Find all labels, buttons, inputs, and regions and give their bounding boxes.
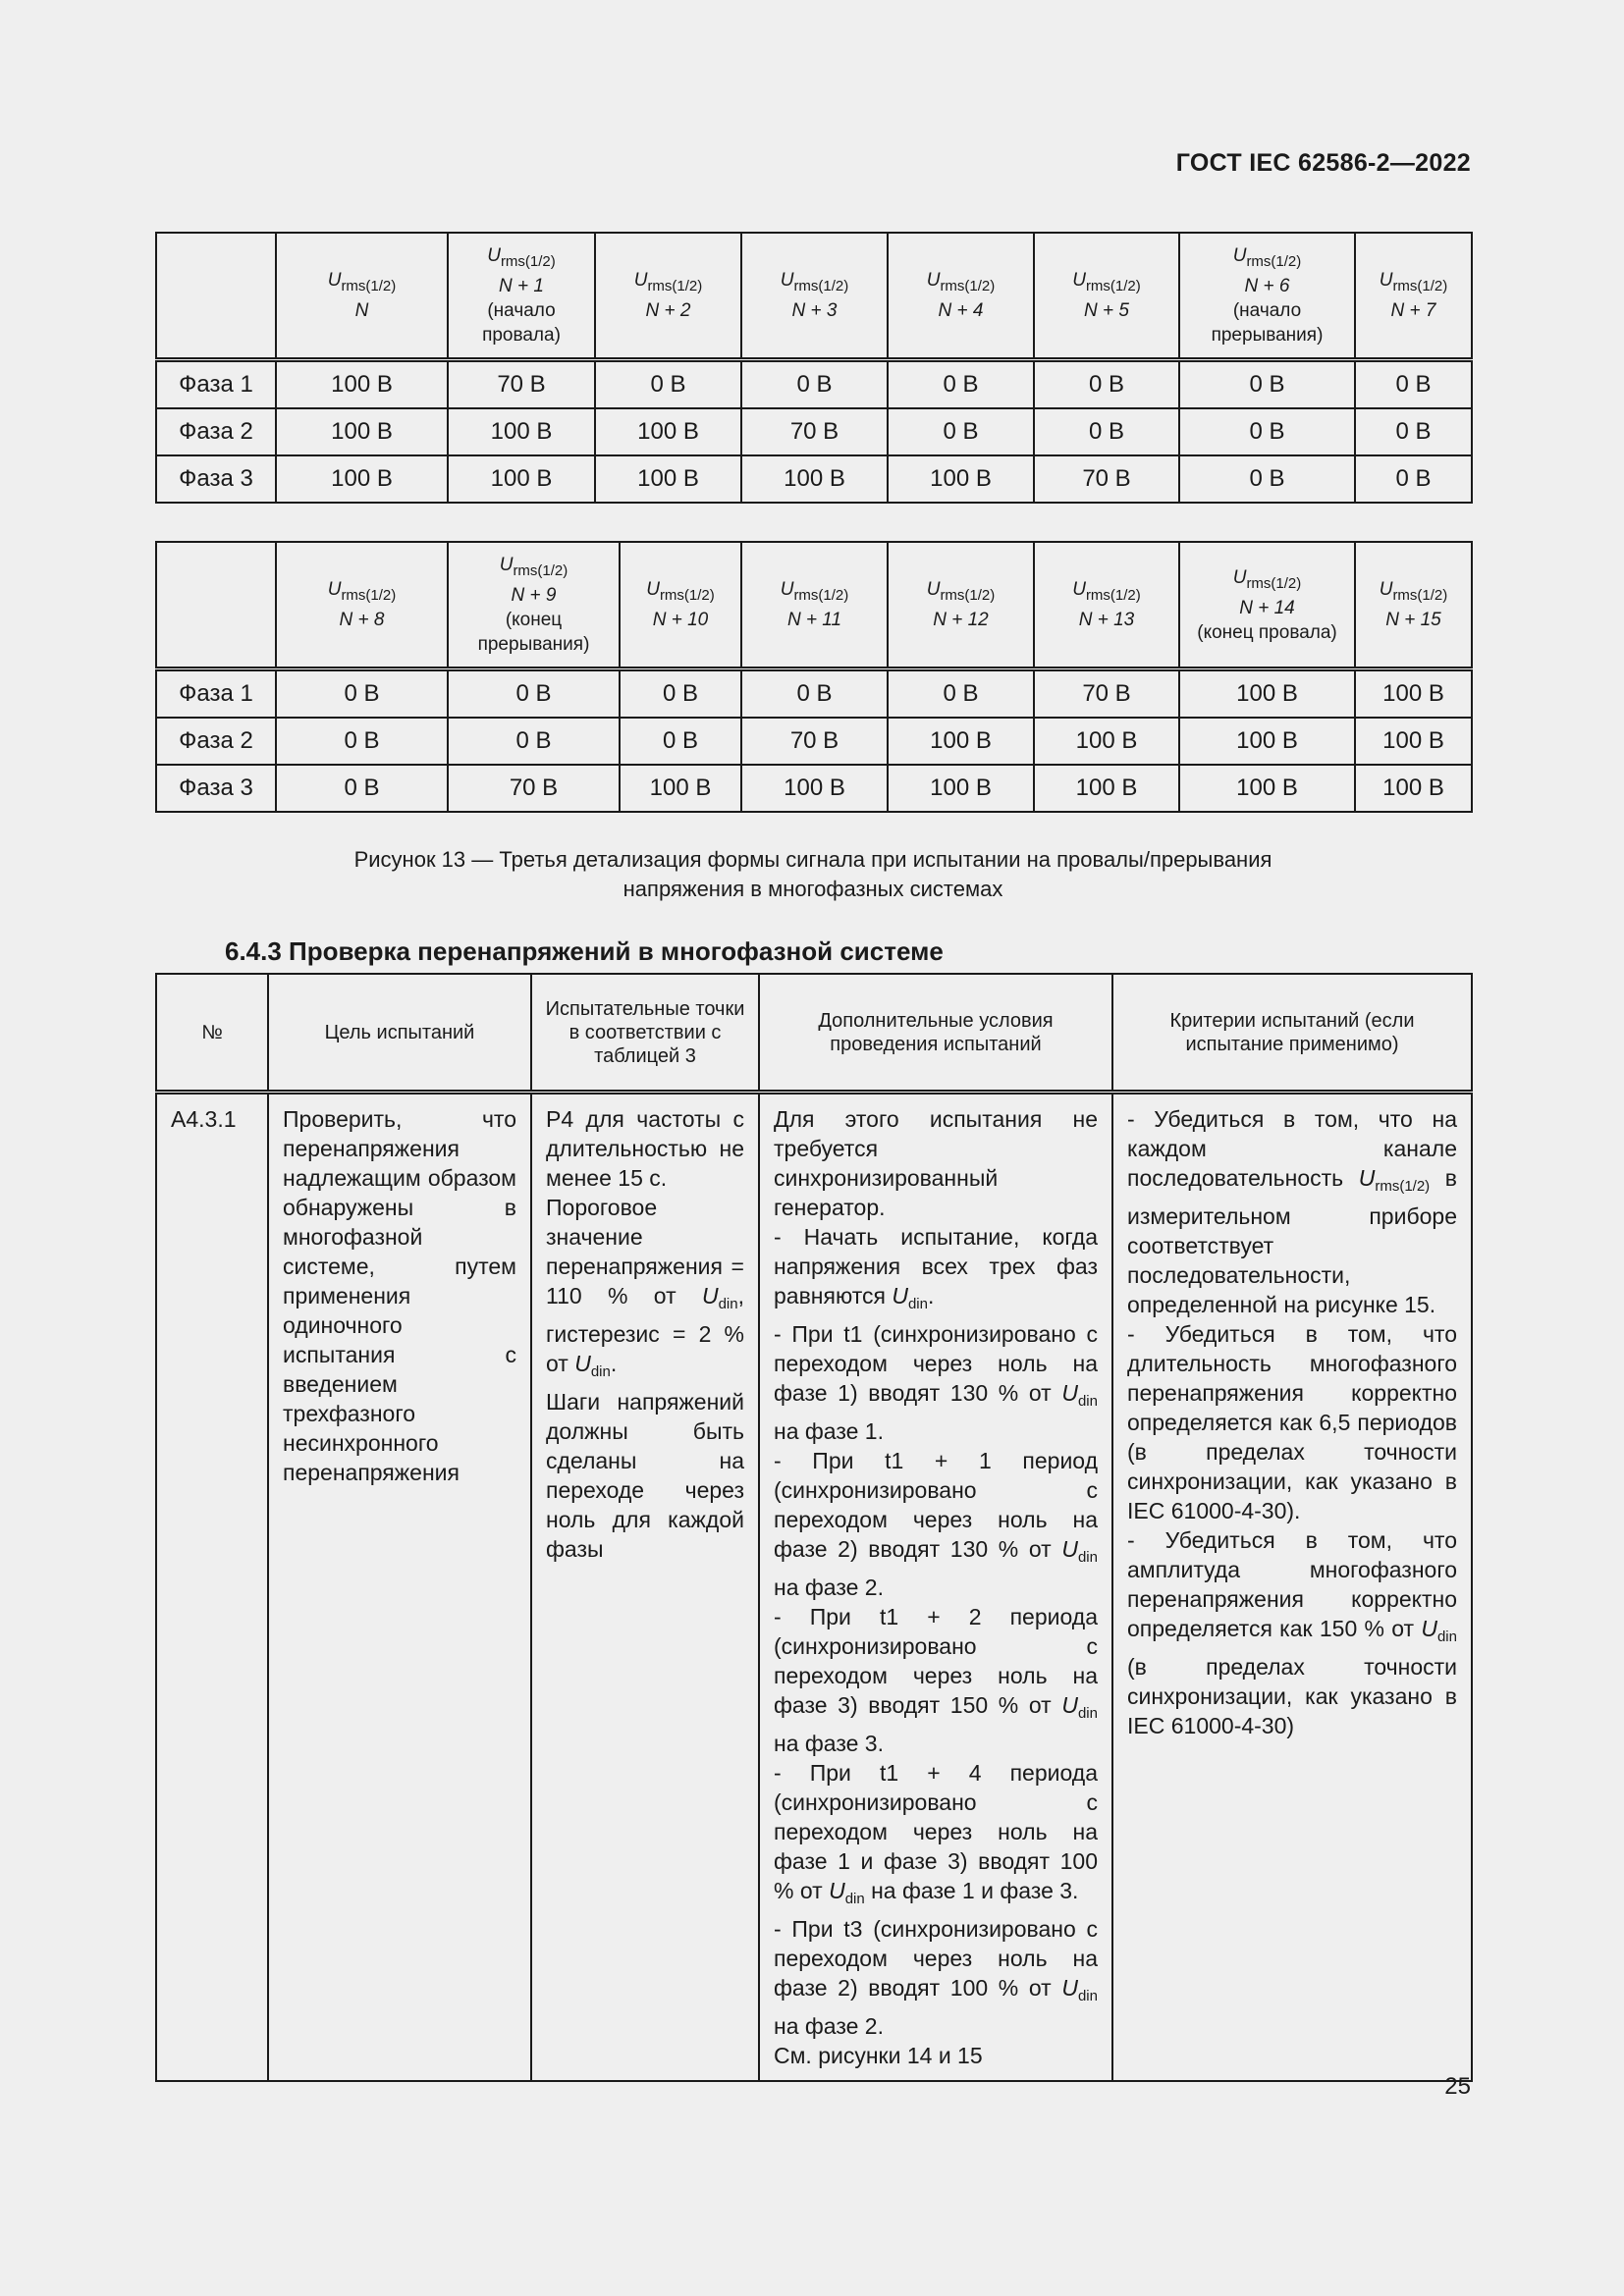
voltage-cell: 0 В — [1034, 408, 1179, 455]
sample-index: N + 8 — [339, 610, 385, 630]
column-header — [1179, 542, 1355, 669]
standard-header: ГОСТ IEC 62586-2—2022 — [1175, 149, 1471, 177]
points-line-3: Шаги напряжений должны быть сделаны на переходе через ноль для каждой фазы — [546, 1389, 744, 1562]
caption-line-2: напряжения в многофазных системах — [623, 877, 1003, 901]
sample-index: N + 4 — [938, 300, 984, 321]
voltage-cell: 0 В — [1179, 455, 1355, 503]
u-rms-symbol: $U_{rms(1/2)}$ — [1232, 566, 1302, 592]
condition-8: См. рисунки 14 и 15 — [774, 2043, 983, 2068]
voltage-cell: 0 В — [1179, 360, 1355, 409]
voltage-cell: 70 В — [1034, 669, 1179, 719]
criteria-3: - Убедиться в том, что амплитуда многофазного перенапряжения корректно определяется как 150 % от $U_{din}$ (в пределах точности синхронизации, как указано в IEC 61000-4-30) — [1127, 1527, 1457, 1738]
column-header — [1179, 233, 1355, 360]
table-row — [156, 718, 1472, 765]
phase-label: Фаза 1 — [156, 669, 276, 719]
column-header — [276, 542, 448, 669]
u-din-symbol: $U_{din}$ — [829, 1878, 865, 1907]
column-header — [741, 542, 888, 669]
voltage-cell: 0 В — [1034, 360, 1179, 409]
u-rms-symbol: $U_{rms(1/2)}$ — [926, 579, 996, 604]
phase-label: Фаза 2 — [156, 718, 276, 765]
voltage-cell: 100 В — [448, 455, 595, 503]
voltage-cell: 0 В — [1179, 408, 1355, 455]
voltage-cell: 100 В — [1355, 765, 1472, 812]
voltage-cell: 0 В — [276, 718, 448, 765]
u-rms-symbol: $U_{rms(1/2)}$ — [633, 270, 703, 294]
u-din-symbol: $U_{din}$ — [1061, 1975, 1098, 2004]
points-line-2: Пороговое значение перенапряжения = 110 % от $U_{din}$, гистерезис = 2 % от $U_{din}$. — [546, 1195, 744, 1380]
page-number: 25 — [1444, 2073, 1471, 2100]
voltage-cell: 0 В — [595, 360, 741, 409]
u-rms-symbol: $U_{rms(1/2)}$ — [780, 270, 849, 294]
voltage-cell: 100 В — [1034, 765, 1179, 812]
column-header — [448, 542, 620, 669]
test-header-row — [156, 974, 1472, 1093]
voltage-cell: 100 В — [595, 455, 741, 503]
phase-label: Фаза 2 — [156, 408, 276, 455]
figure-caption — [155, 845, 1471, 904]
u-din-symbol: $U_{din}$ — [1061, 1536, 1098, 1566]
u-rms-symbol: $U_{rms(1/2)}$ — [1232, 245, 1302, 270]
voltage-cell: 100 В — [1179, 765, 1355, 812]
voltage-cell: 70 В — [1034, 455, 1179, 503]
waveform-table-2 — [155, 541, 1473, 813]
column-header — [741, 233, 888, 360]
column-note: (конец провала) — [1197, 621, 1337, 643]
voltage-cell: 0 В — [276, 765, 448, 812]
table-row — [156, 408, 1472, 455]
u-din-symbol: $U_{din}$ — [892, 1283, 928, 1312]
header-conditions: Дополнительные условия проведения испытаний — [759, 974, 1112, 1093]
header-criteria: Критерии испытаний (если испытание применимо) — [1112, 974, 1472, 1093]
sample-index: N + 15 — [1385, 610, 1441, 630]
voltage-cell: 100 В — [1179, 718, 1355, 765]
test-criteria — [1112, 1093, 1472, 2082]
u-rms-symbol: $U_{rms(1/2)}$ — [487, 245, 556, 270]
sample-index: N + 1 — [499, 276, 544, 296]
condition-1: Для этого испытания не требуется синхронизированный генератор. — [774, 1106, 1098, 1220]
column-header — [620, 542, 741, 669]
u-din-symbol: $U_{din}$ — [1061, 1380, 1098, 1410]
header-corner — [156, 542, 276, 669]
condition-4: - При t1 + 1 период (синхронизировано с переходом через ноль на фазе 2) вводят 130 % от $U_{din}$ на фазе 2. — [774, 1448, 1098, 1600]
table-row — [156, 669, 1472, 719]
sample-index: N + 10 — [652, 610, 709, 630]
condition-3: - При t1 (синхронизировано с переходом через ноль на фазе 1) вводят 130 % от $U_{din}$ на фазе 1. — [774, 1321, 1098, 1444]
sample-index: N + 13 — [1078, 610, 1135, 630]
u-rms-symbol: $U_{rms(1/2)}$ — [1072, 270, 1141, 294]
phase-label: Фаза 1 — [156, 360, 276, 409]
voltage-cell: 0 В — [1355, 360, 1472, 409]
voltage-cell: 70 В — [741, 408, 888, 455]
u-din-symbol: $U_{din}$ — [1061, 1692, 1098, 1722]
voltage-cell: 70 В — [448, 765, 620, 812]
table-header-row — [156, 233, 1472, 360]
table-row — [156, 455, 1472, 503]
table-row — [156, 765, 1472, 812]
u-rms-symbol: $U_{rms(1/2)}$ — [646, 579, 715, 604]
column-note: (конец прерывания) — [477, 610, 590, 655]
voltage-cell: 100 В — [1179, 669, 1355, 719]
column-header — [888, 542, 1034, 669]
column-note: (начало провала) — [482, 300, 561, 346]
u-rms-symbol: $U_{rms(1/2)}$ — [1379, 270, 1448, 294]
sample-index: N + 7 — [1390, 300, 1436, 321]
table-header-row — [156, 542, 1472, 669]
test-conditions — [759, 1093, 1112, 2082]
header-purpose: Цель испытаний — [268, 974, 531, 1093]
voltage-cell: 0 В — [620, 669, 741, 719]
header-test-points: Испытательные точки в соответствии с таблицей 3 — [531, 974, 759, 1093]
voltage-cell: 100 В — [1355, 669, 1472, 719]
voltage-cell: 0 В — [741, 360, 888, 409]
column-header — [1355, 233, 1472, 360]
sample-index: N + 14 — [1239, 597, 1295, 618]
u-din-symbol: $U_{din}$ — [1421, 1616, 1457, 1645]
voltage-cell: 0 В — [1355, 408, 1472, 455]
phase-label: Фаза 3 — [156, 765, 276, 812]
voltage-cell: 100 В — [620, 765, 741, 812]
voltage-cell: 100 В — [276, 408, 448, 455]
column-header — [595, 233, 741, 360]
voltage-cell: 100 В — [888, 455, 1034, 503]
column-header — [276, 233, 448, 360]
column-header — [1034, 542, 1179, 669]
sample-index: N + 2 — [645, 300, 691, 321]
condition-7: - При t3 (синхронизировано с переходом через ноль на фазе 2) вводят 100 % от $U_{din}$ на фазе 2. — [774, 1916, 1098, 2039]
voltage-cell: 100 В — [276, 360, 448, 409]
phase-label: Фаза 3 — [156, 455, 276, 503]
sample-index: N + 6 — [1244, 276, 1290, 296]
voltage-cell: 100 В — [741, 455, 888, 503]
voltage-cell: 0 В — [1355, 455, 1472, 503]
u-rms-symbol: $U_{rms(1/2)}$ — [780, 579, 849, 604]
condition-5: - При t1 + 2 периода (синхронизировано с переходом через ноль на фазе 3) вводят 150 % от $U_{din}$ на фазе 3. — [774, 1604, 1098, 1756]
u-rms-symbol: $U_{rms(1/2)}$ — [1358, 1165, 1431, 1195]
criteria-2: - Убедиться в том, что длительность многофазного перенапряжения корректно определяется как 6,5 периодов (в пределах точности синхронизации, как указано в IEC 61000-4-30). — [1127, 1321, 1457, 1523]
voltage-cell: 0 В — [448, 718, 620, 765]
column-header — [888, 233, 1034, 360]
section-title: 6.4.3 Проверка перенапряжений в многофазной системе — [225, 936, 944, 966]
caption-line-1: Рисунок 13 — Третья детализация формы сигнала при испытании на провалы/прерывания — [353, 847, 1272, 872]
voltage-cell: 100 В — [888, 718, 1034, 765]
u-rms-symbol: $U_{rms(1/2)}$ — [499, 555, 568, 579]
sample-index: N + 5 — [1084, 300, 1129, 321]
waveform-table-1 — [155, 232, 1473, 504]
u-din-symbol: $U_{din}$ — [574, 1351, 611, 1380]
voltage-cell: 100 В — [448, 408, 595, 455]
u-din-symbol: $U_{din}$ — [701, 1283, 738, 1312]
column-header — [1034, 233, 1179, 360]
sample-index: N — [354, 300, 369, 321]
voltage-cell: 70 В — [448, 360, 595, 409]
u-rms-symbol: $U_{rms(1/2)}$ — [1379, 579, 1448, 604]
voltage-cell: 0 В — [276, 669, 448, 719]
voltage-cell: 0 В — [741, 669, 888, 719]
voltage-cell: 0 В — [620, 718, 741, 765]
condition-2: - Начать испытание, когда напряжения всех трех фаз равняются $U_{din}$. — [774, 1224, 1098, 1312]
criteria-1: - Убедиться в том, что на каждом канале последовательность $U_{rms(1/2)}$ в измерительном приборе соответствует последовательности, определенной на рисунке 15. — [1127, 1106, 1457, 1317]
voltage-cell: 100 В — [276, 455, 448, 503]
voltage-cell: 0 В — [888, 408, 1034, 455]
column-header — [448, 233, 595, 360]
test-purpose: Проверить, что перенапряжения надлежащим образом обнаружены в многофазной системе, путем применения одиночного испытания с введением трехфазного несинхронного перенапряжения — [268, 1093, 531, 2082]
test-id: A4.3.1 — [156, 1093, 268, 2082]
test-row — [156, 1093, 1472, 2082]
voltage-cell: 100 В — [1034, 718, 1179, 765]
voltage-cell: 0 В — [888, 669, 1034, 719]
sample-index: N + 3 — [791, 300, 838, 321]
voltage-cell: 0 В — [448, 669, 620, 719]
sample-index: N + 12 — [933, 610, 989, 630]
u-rms-symbol: $U_{rms(1/2)}$ — [926, 270, 996, 294]
u-rms-symbol: $U_{rms(1/2)}$ — [1072, 579, 1141, 604]
voltage-cell: 0 В — [888, 360, 1034, 409]
sample-index: N + 9 — [511, 585, 557, 606]
header-number: № — [156, 974, 268, 1093]
voltage-cell: 70 В — [741, 718, 888, 765]
header-corner — [156, 233, 276, 360]
test-points — [531, 1093, 759, 2082]
test-table — [155, 973, 1473, 2082]
voltage-cell: 100 В — [595, 408, 741, 455]
condition-6: - При t1 + 4 периода (синхронизировано с переходом через ноль на фазе 1 и фазе 3) вводят 100 % от $U_{din}$ на фазе 1 и фазе 3. — [774, 1760, 1098, 1907]
column-note: (начало прерывания) — [1211, 300, 1324, 346]
u-rms-symbol: $U_{rms(1/2)}$ — [327, 579, 397, 604]
sample-index: N + 11 — [786, 610, 842, 630]
table-row — [156, 360, 1472, 409]
voltage-cell: 100 В — [741, 765, 888, 812]
u-rms-symbol: $U_{rms(1/2)}$ — [327, 270, 397, 294]
points-line-1: P4 для частоты с длительностью не менее 15 с. — [546, 1106, 744, 1191]
column-header — [1355, 542, 1472, 669]
voltage-cell: 100 В — [1355, 718, 1472, 765]
voltage-cell: 100 В — [888, 765, 1034, 812]
